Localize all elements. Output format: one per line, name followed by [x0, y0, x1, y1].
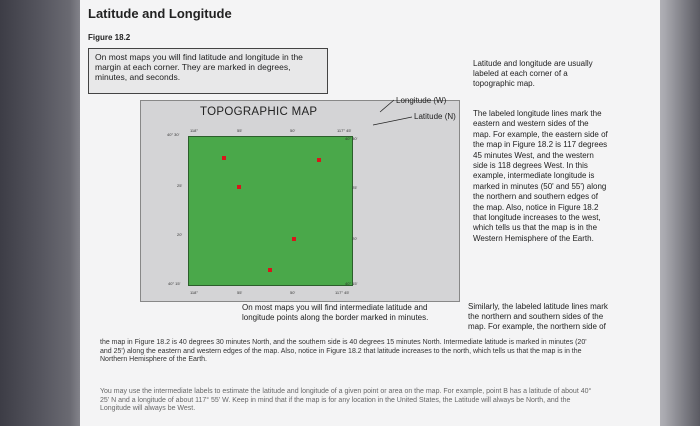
corner-callout-text: On most maps you will find latitude and longitude in the margin at each corner. They are marked in degrees, minutes, and seconds. [95, 52, 303, 82]
figure-label: Figure 18.2 [88, 33, 131, 42]
right-tick-25: 25' [352, 185, 358, 190]
bottom-tick-118: 118° [190, 290, 198, 295]
top-tick-11745: 117° 45' [337, 128, 352, 133]
map-point-e [268, 268, 272, 272]
map-point-d [292, 237, 296, 241]
bottom-tick-50: 50' [290, 290, 296, 295]
corner-se: 40° 15' [345, 281, 358, 286]
bottom-tick-55: 55' [237, 290, 243, 295]
textbook-page [80, 0, 660, 426]
right-tick-20: 20' [352, 236, 358, 241]
left-tick-20: 20' [177, 232, 183, 237]
top-tick-55: 55' [237, 128, 243, 133]
bottom-tick-11745: 117° 45' [335, 290, 350, 295]
side-text-top: Latitude and longitude are usually labeled at each corner of a topographic map. [473, 59, 593, 88]
side-text-low: Similarly, the labeled latitude lines mark the northern and southern sides of the map. For example, the northern side of [468, 302, 608, 331]
top-tick-118: 118° [190, 128, 198, 133]
body-paragraph-2: You may use the intermediate labels to estimate the latitude and longitude of a given point or area on the map. For example, point B has a latitude of about 40° 25' N and a longitude of about 117° 55' W. Keep in mind that if the map is for any location in the United States, the Latitude will always be North, and the Longitude will always be West. [100, 388, 592, 412]
side-text-middle: The labeled longitude lines mark the eastern and western sides of the map. For example, the eastern side of the map in Figure 18.2 is 117 degrees 45 minutes West, and the western side is 118 degrees West. In this example, intermediate longitude is marked in minutes (50' and 55') along the northern and southern edges of the map. Also, notice in Figure 18.2 that longitude increases to the west, which tells us that the map is in the Western Hemisphere of the Earth. [473, 109, 608, 243]
corner-nw: 40° 30' [167, 132, 180, 137]
map-caption: On most maps you will find intermediate latitude and longitude points along the border marked in minutes. [242, 303, 429, 322]
map-point-b [237, 185, 241, 189]
map-point-a [222, 156, 226, 160]
corner-ne: 40° 30' [345, 136, 358, 141]
map-area [188, 136, 353, 286]
page-title: Latitude and Longitude [88, 6, 232, 21]
latitude-label: Latitude (N) [414, 112, 456, 121]
corner-sw: 40° 15' [168, 281, 181, 286]
longitude-label: Longitude (W) [396, 96, 447, 105]
top-tick-50: 50' [290, 128, 296, 133]
map-point-c [317, 158, 321, 162]
body-paragraph-1: the map in Figure 18.2 is 40 degrees 30 minutes North, and the southern side is 40 degrees 15 minutes North. Intermediate latitude is marked in minutes (20' and 25') along the eastern and western edges of the map. Also, notice in Figure 18.2 that latitude increases to the north, which tells us that the map is in the Northern Hemisphere of the Earth. [100, 339, 587, 363]
map-title: TOPOGRAPHIC MAP [200, 106, 318, 118]
left-tick-25: 25' [177, 183, 183, 188]
